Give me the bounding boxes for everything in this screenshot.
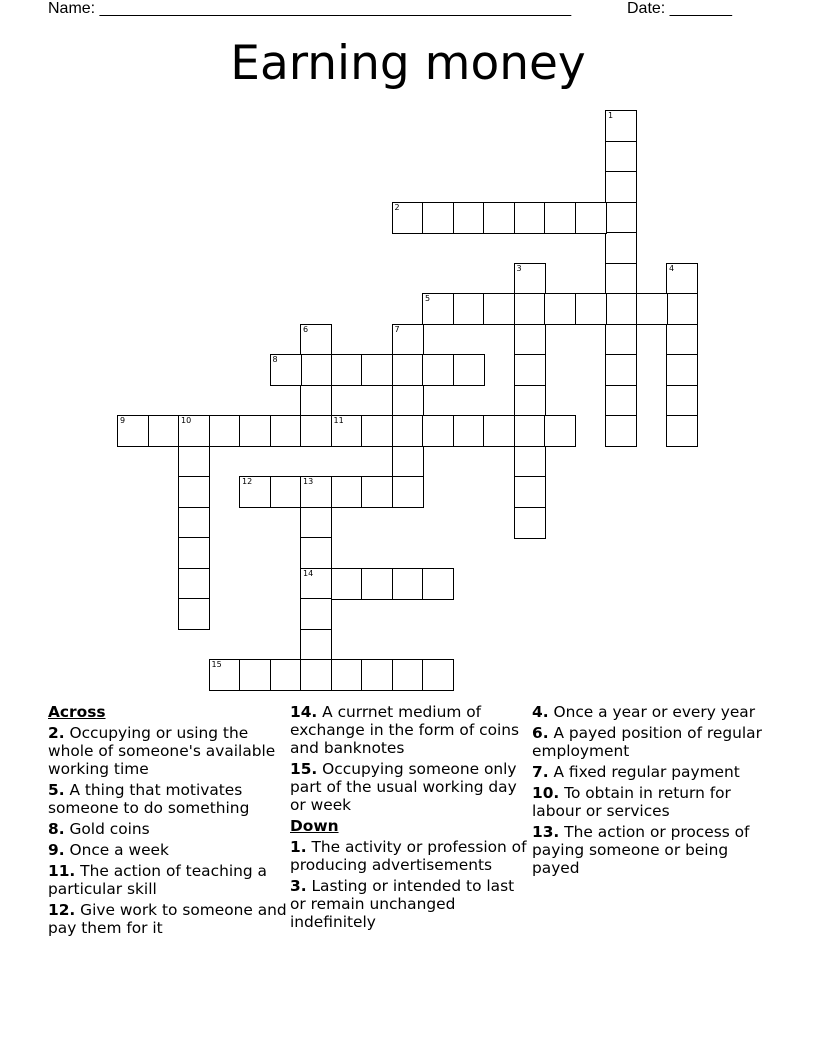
- clue-number: 5: [425, 294, 431, 303]
- grid-cell[interactable]: [605, 110, 637, 142]
- clue-number: 3: [516, 263, 522, 273]
- down-clue: 10. To obtain in return for labour or services: [532, 784, 731, 820]
- grid-cell[interactable]: [605, 141, 637, 173]
- across-clue: 14. A currnet medium of exchange in the form of coins and banknotes: [290, 703, 520, 757]
- across-clue: 9. Once a week: [48, 841, 169, 859]
- grid-cell[interactable]: [392, 202, 424, 234]
- grid-cell[interactable]: [605, 354, 637, 386]
- grid-cell[interactable]: [178, 537, 210, 569]
- puzzle-title: Earning money: [230, 36, 586, 91]
- clue-number: 12: [242, 477, 253, 486]
- clue-number: 13: [303, 477, 314, 486]
- across-clue: 11. The action of teaching a particular skill: [48, 862, 267, 898]
- grid-cell[interactable]: [300, 598, 332, 630]
- grid-cell[interactable]: [178, 446, 210, 478]
- grid-cell[interactable]: [270, 354, 302, 386]
- grid-cell[interactable]: [483, 293, 515, 325]
- grid-cell[interactable]: [209, 659, 241, 691]
- clue-number: 14: [303, 568, 314, 578]
- clues-column-2: [290, 703, 530, 934]
- grid-cell[interactable]: [575, 202, 607, 234]
- grid-cell[interactable]: [392, 354, 424, 386]
- grid-cell[interactable]: [514, 324, 546, 356]
- grid-cell[interactable]: [300, 385, 332, 417]
- grid-cell[interactable]: [209, 415, 241, 447]
- grid-cell[interactable]: [605, 171, 637, 203]
- clue-number: 6: [303, 324, 309, 334]
- grid-cell[interactable]: [148, 415, 180, 447]
- across-clue: 12. Give work to someone and pay them for it: [48, 901, 287, 937]
- clue-number: 10: [181, 416, 192, 425]
- down-clue: 13. The action or process of paying someone or being payed: [532, 823, 750, 877]
- grid-cell[interactable]: [605, 202, 637, 234]
- grid-cell[interactable]: [605, 263, 637, 295]
- down-clue: 1. The activity or profession of producing advertisements: [290, 838, 527, 874]
- grid-cell[interactable]: [300, 629, 332, 661]
- grid-cell[interactable]: [422, 202, 454, 234]
- grid-cell[interactable]: [392, 324, 424, 356]
- grid-cell[interactable]: [666, 385, 698, 417]
- grid-cell[interactable]: [514, 293, 546, 325]
- grid-cell[interactable]: [392, 385, 424, 417]
- grid-cell[interactable]: [605, 293, 637, 325]
- down-clue: 4. Once a year or every year: [532, 703, 756, 721]
- grid-cell[interactable]: [605, 415, 637, 447]
- down-clue: 3. Lasting or intended to last or remain unchanged indefinitely: [290, 877, 515, 931]
- clues-column-3: [532, 703, 772, 880]
- grid-cell[interactable]: [422, 354, 454, 386]
- grid-cell[interactable]: [514, 476, 546, 508]
- grid-cell[interactable]: [270, 476, 302, 508]
- clue-number: 2: [394, 202, 400, 212]
- grid-cell[interactable]: [544, 415, 576, 447]
- grid-cell[interactable]: [239, 476, 271, 508]
- clue-number: 15: [211, 660, 222, 669]
- across-clue: 2. Occupying or using the whole of someone's available working time: [48, 724, 276, 778]
- grid-cell[interactable]: [300, 507, 332, 539]
- grid-cell[interactable]: [178, 507, 210, 539]
- grid-cell[interactable]: [422, 659, 454, 691]
- grid-cell[interactable]: [300, 476, 332, 508]
- grid-cell[interactable]: [514, 354, 546, 386]
- grid-cell[interactable]: [422, 293, 454, 325]
- grid-cell[interactable]: [392, 659, 424, 691]
- down-clue: 7. A fixed regular payment: [532, 763, 740, 781]
- grid-cell[interactable]: [331, 659, 363, 691]
- grid-cell[interactable]: [514, 385, 546, 417]
- clue-number: 1: [608, 111, 614, 120]
- grid-cell[interactable]: [239, 659, 271, 691]
- grid-cell[interactable]: [331, 568, 363, 600]
- grid-cell[interactable]: [483, 415, 515, 447]
- across-clue: 15. Occupying someone only part of the usual working day or week: [290, 760, 517, 814]
- grid-cell[interactable]: [544, 202, 576, 234]
- grid-cell[interactable]: [270, 415, 302, 447]
- clue-number: 7: [394, 324, 400, 334]
- grid-cell[interactable]: [514, 415, 546, 447]
- grid-cell[interactable]: [300, 415, 332, 447]
- grid-cell[interactable]: [392, 568, 424, 600]
- across-clue: 5. A thing that motivates someone to do something: [48, 781, 250, 817]
- grid-cell[interactable]: [361, 476, 393, 508]
- grid-cell[interactable]: [453, 202, 485, 234]
- grid-cell[interactable]: [422, 415, 454, 447]
- grid-cell[interactable]: [453, 354, 485, 386]
- grid-cell[interactable]: [605, 232, 637, 264]
- grid-cell[interactable]: [300, 537, 332, 569]
- grid-cell[interactable]: [605, 385, 637, 417]
- grid-cell[interactable]: [178, 598, 210, 630]
- grid-cell[interactable]: [331, 415, 363, 447]
- grid-cell[interactable]: [514, 446, 546, 478]
- grid-cell[interactable]: [300, 568, 332, 600]
- grid-cell[interactable]: [666, 293, 698, 325]
- grid-cell[interactable]: [361, 568, 393, 600]
- across-heading: Across: [48, 703, 106, 721]
- grid-cell[interactable]: [392, 446, 424, 478]
- date-line[interactable]: Date: _______: [627, 0, 732, 17]
- grid-cell[interactable]: [544, 293, 576, 325]
- grid-cell[interactable]: [361, 415, 393, 447]
- grid-cell[interactable]: [361, 659, 393, 691]
- grid-cell[interactable]: [178, 568, 210, 600]
- clue-number: 4: [669, 263, 675, 273]
- grid-cell[interactable]: [361, 354, 393, 386]
- clues-column-1: [48, 703, 288, 940]
- grid-cell[interactable]: [300, 354, 332, 386]
- clue-number: 9: [120, 416, 126, 425]
- down-heading: Down: [290, 817, 339, 835]
- grid-cell[interactable]: [300, 659, 332, 691]
- grid-cell[interactable]: [392, 476, 424, 508]
- grid-cell[interactable]: [514, 202, 546, 234]
- grid-cell[interactable]: [514, 507, 546, 539]
- grid-cell[interactable]: [575, 293, 607, 325]
- name-line[interactable]: Name: _____________________________________________________: [48, 0, 572, 17]
- grid-cell[interactable]: [453, 293, 485, 325]
- clue-number: 11: [333, 416, 344, 425]
- grid-cell[interactable]: [178, 476, 210, 508]
- down-clue: 6. A payed position of regular employment: [532, 724, 762, 760]
- grid-cell[interactable]: [422, 568, 454, 600]
- grid-cell[interactable]: [270, 659, 302, 691]
- grid-cell[interactable]: [636, 293, 668, 325]
- grid-cell[interactable]: [666, 324, 698, 356]
- grid-cell[interactable]: [331, 354, 363, 386]
- grid-cell[interactable]: [483, 202, 515, 234]
- grid-cell[interactable]: [514, 263, 546, 295]
- grid-cell[interactable]: [178, 415, 210, 447]
- grid-cell[interactable]: [666, 263, 698, 295]
- grid-cell[interactable]: [239, 415, 271, 447]
- grid-cell[interactable]: [666, 415, 698, 447]
- grid-cell[interactable]: [666, 354, 698, 386]
- grid-cell[interactable]: [392, 415, 424, 447]
- grid-cell[interactable]: [453, 415, 485, 447]
- grid-cell[interactable]: [117, 415, 149, 447]
- grid-cell[interactable]: [605, 324, 637, 356]
- clue-number: 8: [272, 355, 278, 364]
- grid-cell[interactable]: [331, 476, 363, 508]
- across-clue: 8. Gold coins: [48, 820, 150, 838]
- grid-cell[interactable]: [300, 324, 332, 356]
